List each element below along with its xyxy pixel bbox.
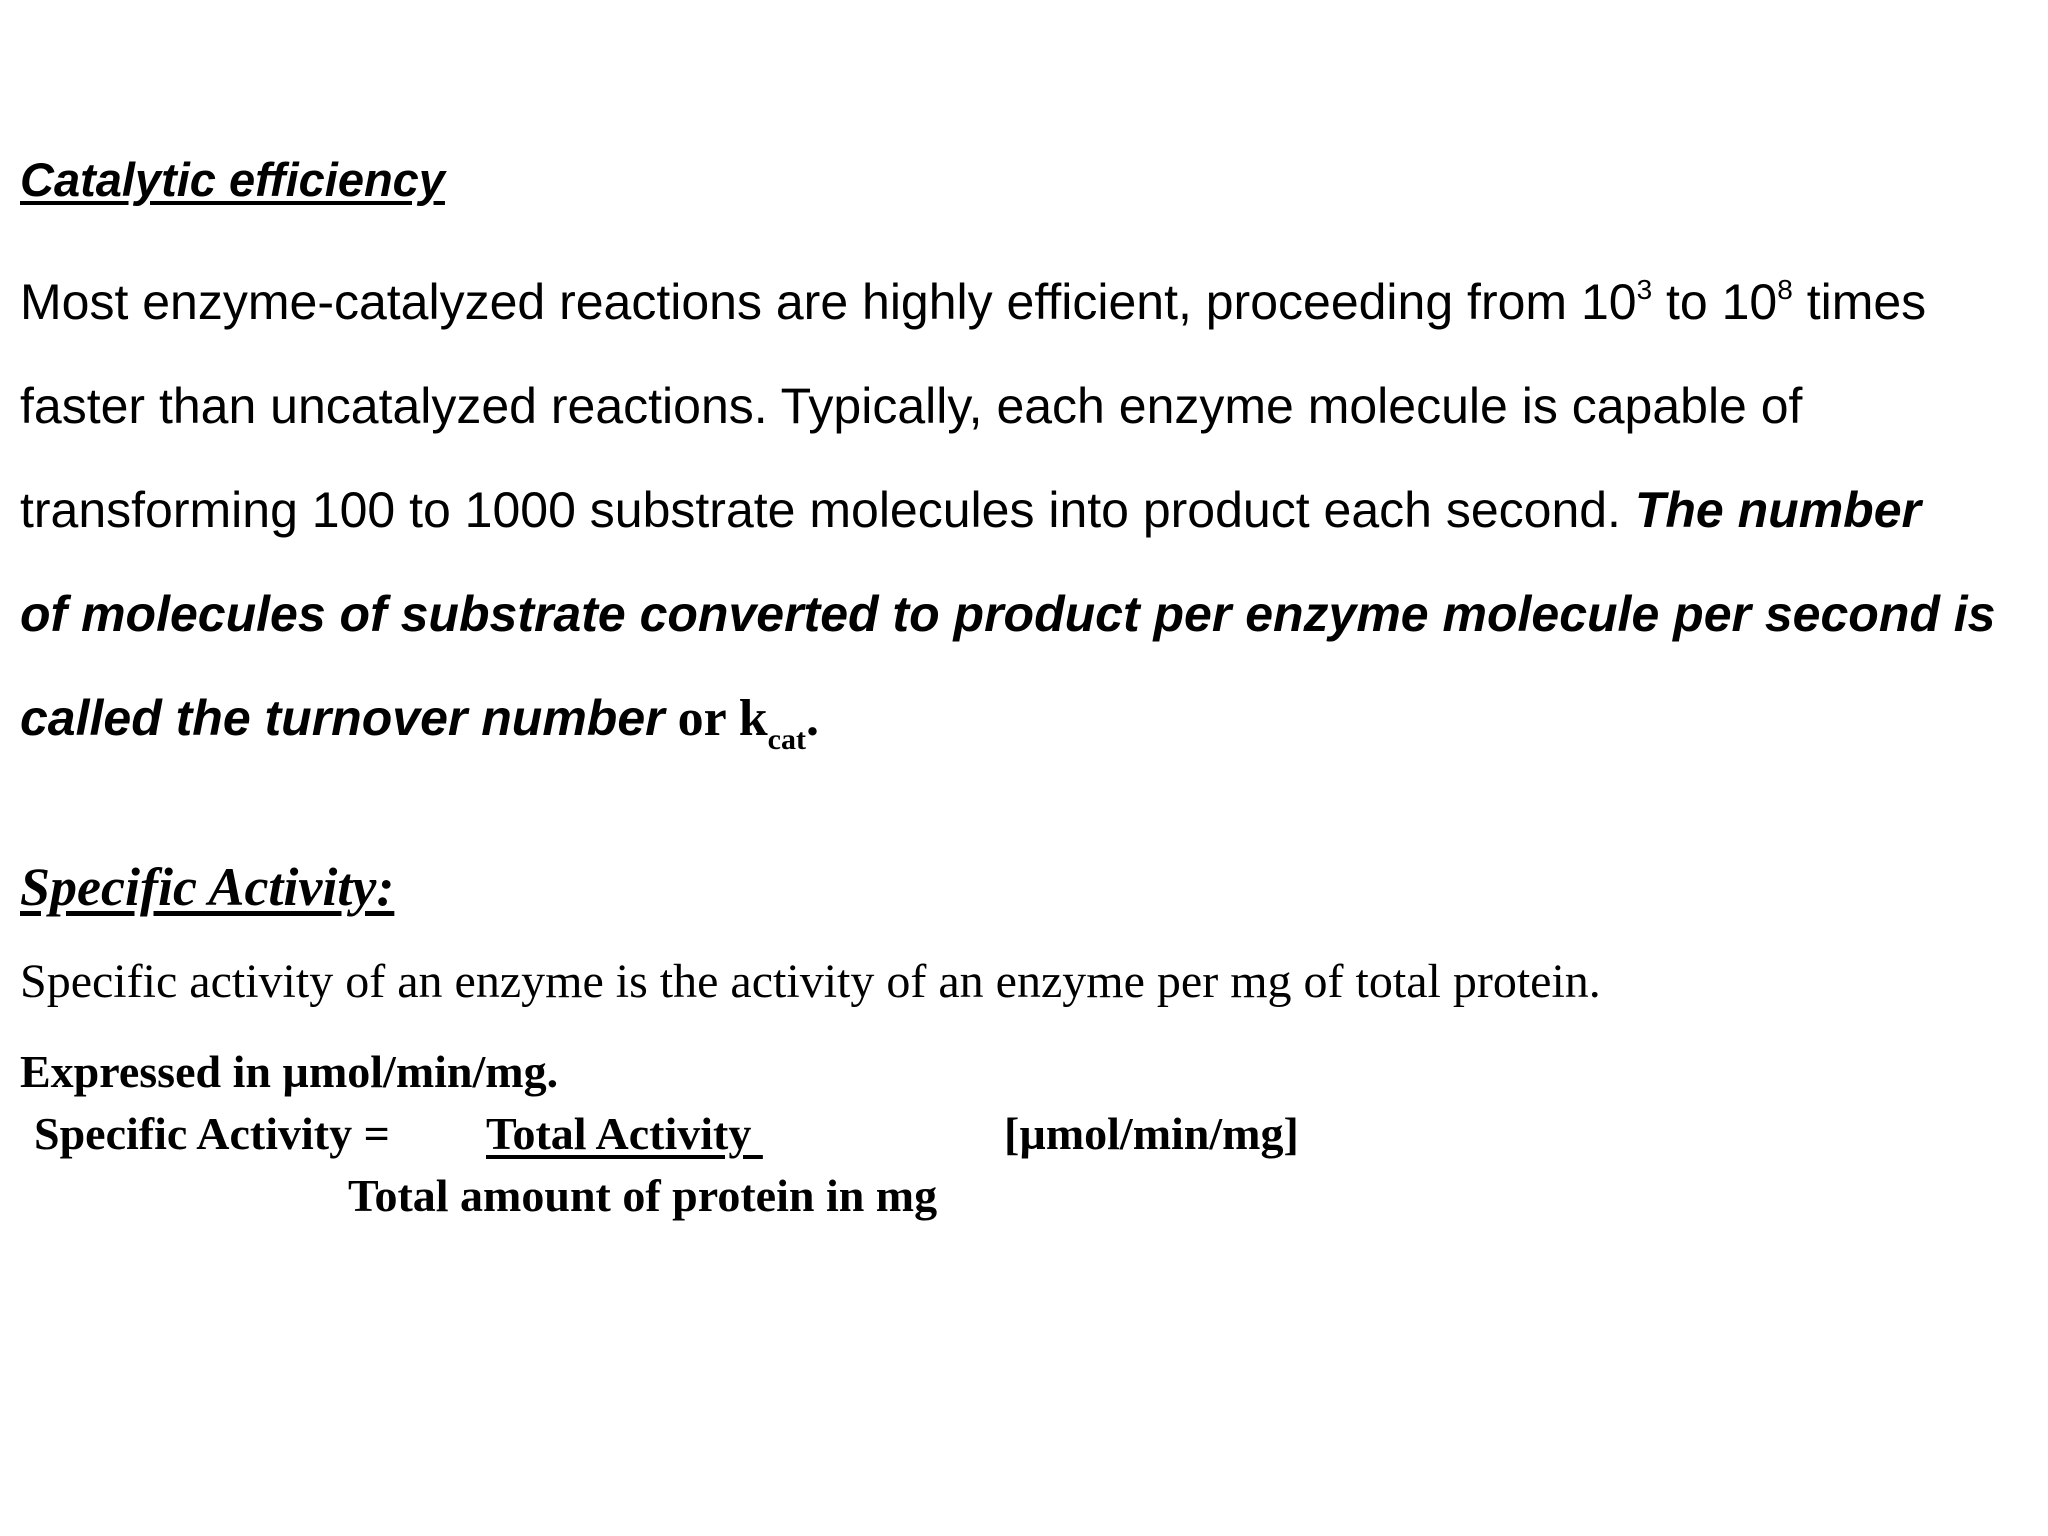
paragraph-line-3: transforming 100 to 1000 substrate molecules into product each second. The number: [20, 482, 1921, 538]
exponent-3: 3: [1636, 274, 1653, 305]
exponent-8: 8: [1777, 274, 1793, 305]
paragraph-line-4: of molecules of substrate converted to product per enzyme molecule per second is: [20, 586, 1996, 642]
formula-denominator: Total amount of protein in mg: [348, 1170, 938, 1221]
paragraph-line-1: Most enzyme-catalyzed reactions are highly efficient, proceeding from $10^3$ to $10^8$ times: [20, 274, 1927, 330]
catalytic-efficiency-heading: Catalytic efficiency: [20, 153, 445, 206]
formula-units: [µmol/min/mg]: [1004, 1108, 1299, 1159]
paragraph-line-5: [20, 666, 2040, 770]
specific-activity-units-note: Expressed in µmol/min/mg.: [20, 1046, 559, 1097]
catalytic-efficiency-paragraph: [20, 250, 2040, 770]
formula-label: Specific Activity =: [34, 1108, 390, 1159]
kcat-subscript: cat: [767, 723, 806, 756]
turnover-number-term: called the turnover number: [20, 690, 665, 746]
kcat-symbol: or $k_{cat}$.: [664, 690, 819, 756]
formula-numerator: Total Activity: [486, 1108, 763, 1159]
turnover-definition-start: The number: [1634, 482, 1921, 538]
specific-activity-heading: Specific Activity:: [20, 857, 395, 917]
paragraph-line-2: faster than uncatalyzed reactions. Typically, each enzyme molecule is capable of: [20, 378, 1803, 434]
specific-activity-definition: Specific activity of an enzyme is the activity of an enzyme per mg of total protein.: [20, 955, 1601, 1008]
